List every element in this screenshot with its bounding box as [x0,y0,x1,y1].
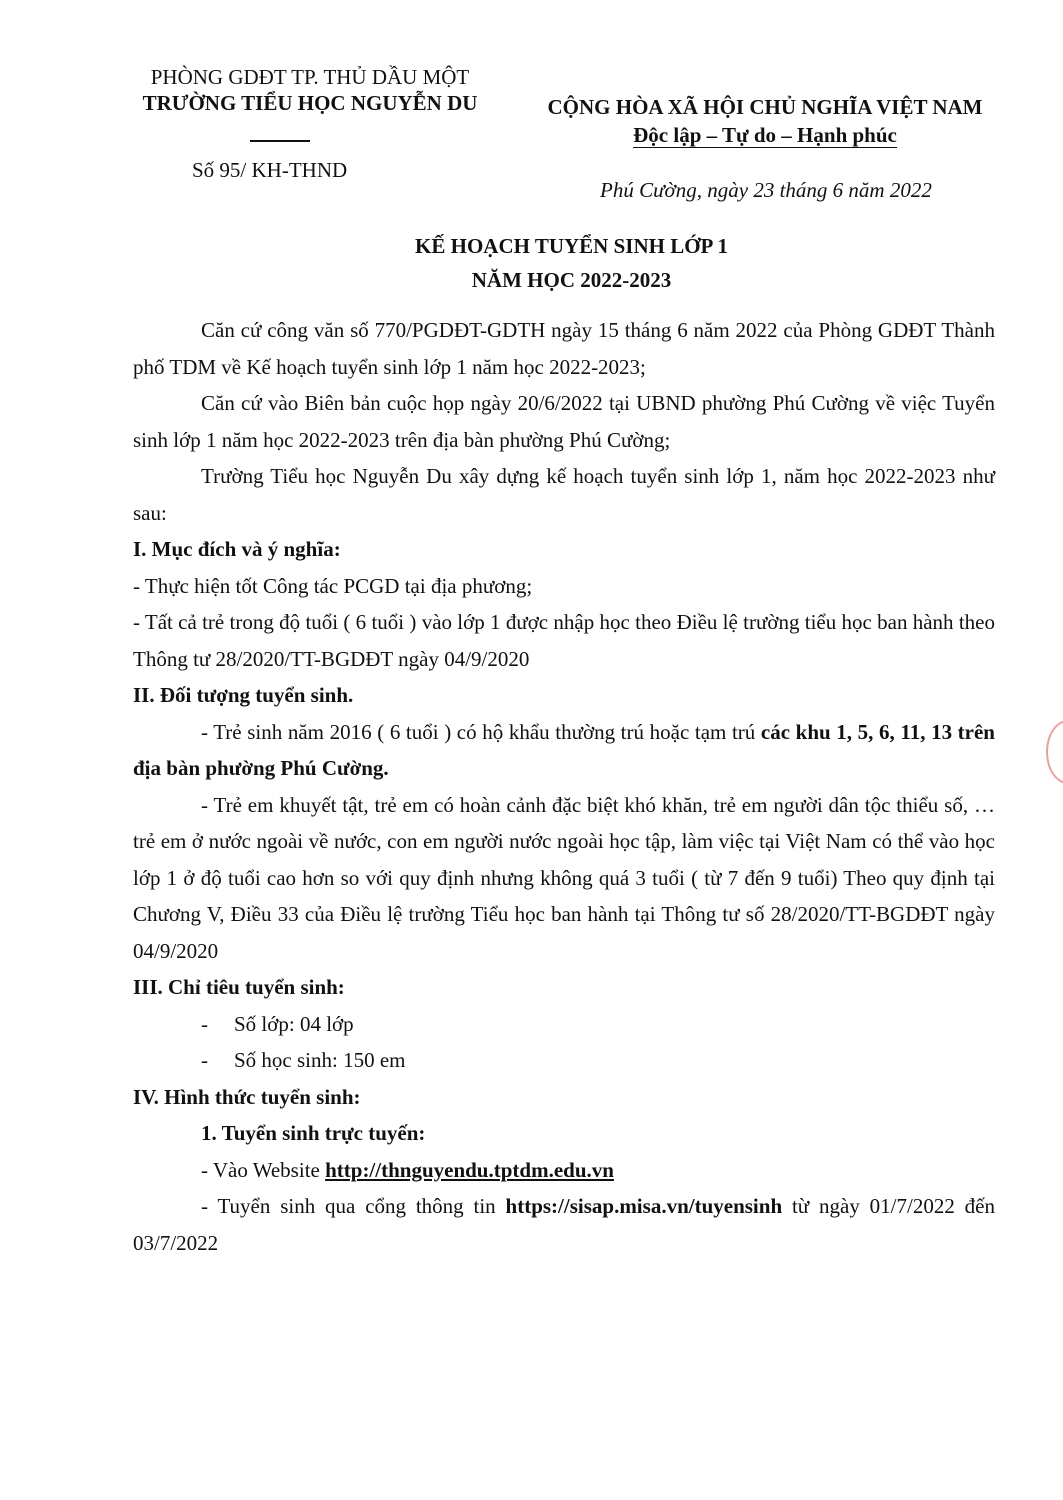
class-count: Số lớp: 04 lớp [234,1011,354,1036]
portal-prefix: - Tuyển sinh qua cổng thông tin [201,1194,506,1218]
national-motto: Độc lập – Tự do – Hạnh phúc [633,123,897,147]
list-item [133,1042,995,1079]
intro-paragraph-1: Căn cứ công văn số 770/PGDĐT-GDTH ngày 15 tháng 6 năm 2022 của Phòng GDĐT Thành phố TDM về Kế hoạch tuyển sinh lớp 1 năm học 2022-2023; [133,318,995,379]
section-2-heading: II. Đối tượng tuyển sinh. [133,683,354,707]
document-body [133,312,995,1261]
issue-date: Phú Cường, ngày 23 tháng 6 năm 2022 [600,178,932,202]
national-header [530,93,1000,149]
section-1-heading: I. Mục đích và ý nghĩa: [133,537,341,561]
issuer-school: TRƯỜNG TIỂU HỌC NGUYỄN DU [142,91,478,115]
portal-line [133,1188,995,1261]
list-dash: - [201,1011,208,1036]
portal-suffix: từ ngày 01/7/2022 đến 03/7/2022 [133,1194,995,1255]
section-2-item: - Trẻ em khuyết tật, trẻ em có hoàn cảnh đặc biệt khó khăn, trẻ em người dân tộc thiểu số, … trẻ em ở nước ngoài về nước, con em người nước ngoài học tập, làm việc tại Việt Nam có thể vào học lớp 1 ở độ tuổi cao hơn so với quy định nhưng không quá 3 tuổi ( từ 7 đến 9 tuổi) Theo quy định tại Chương V, Điều 33 của Điều lệ trường Tiểu học ban hành tại Thông tư số 28/2020/TT-BGDĐT ngày 04/9/2020 [133,792,995,963]
section-1-item: - Tất cả trẻ trong độ tuổi ( 6 tuổi ) vào lớp 1 được nhập học theo Điều lệ trường tiểu học ban hành theo Thông tư 28/2020/TT-BGDĐT ngày 04/9/2020 [133,610,995,671]
section-3-heading: III. Chỉ tiêu tuyển sinh: [133,975,345,999]
document-subtitle: NĂM HỌC 2022-2023 [471,268,672,292]
website-link[interactable]: http://thnguyendu.tptdm.edu.vn [325,1157,614,1182]
republic-name: CỘNG HÒA XÃ HỘI CHỦ NGHĨA VIỆT NAM [547,95,983,119]
intro-paragraph-2: Căn cứ vào Biên bản cuộc họp ngày 20/6/2022 tại UBND phường Phú Cường về việc Tuyển sinh lớp 1 năm học 2022-2023 trên địa bàn phường Phú Cường; [133,391,995,452]
list-item [133,1006,995,1043]
student-count: Số học sinh: 150 em [234,1048,406,1072]
document-title: KẾ HOẠCH TUYỂN SINH LỚP 1 [415,234,728,258]
section-4-subheading: 1. Tuyển sinh trực tuyến: [201,1121,426,1145]
seal-stamp-fragment [1046,720,1063,784]
intro-paragraph-3: Trường Tiểu học Nguyễn Du xây dựng kế hoạch tuyển sinh lớp 1, năm học 2022-2023 như sau: [133,464,995,525]
section-1-item: - Thực hiện tốt Công tác PCGD tại địa phương; [133,573,533,598]
list-dash: - [201,1048,208,1072]
section-4-heading: IV. Hình thức tuyển sinh: [133,1084,361,1109]
issuer-block [120,64,500,116]
issuer-divider [250,140,310,142]
section-2-item-bold: các khu 1, 5, 6, 11, 13 trên địa bàn phường Phú Cường. [133,719,995,780]
document-number: Số 95/ KH-THND [192,158,348,182]
website-prefix: - Vào Website [201,1157,326,1182]
website-line [133,1152,995,1189]
portal-link[interactable]: https://sisap.misa.vn/tuyensinh [505,1194,783,1218]
issuer-department: PHÒNG GDĐT TP. THỦ DẦU MỘT [150,65,470,89]
section-2-item [133,714,995,787]
section-2-item-text: - Trẻ sinh năm 2016 ( 6 tuổi ) có hộ khẩu thường trú hoặc tạm trú [201,719,761,744]
